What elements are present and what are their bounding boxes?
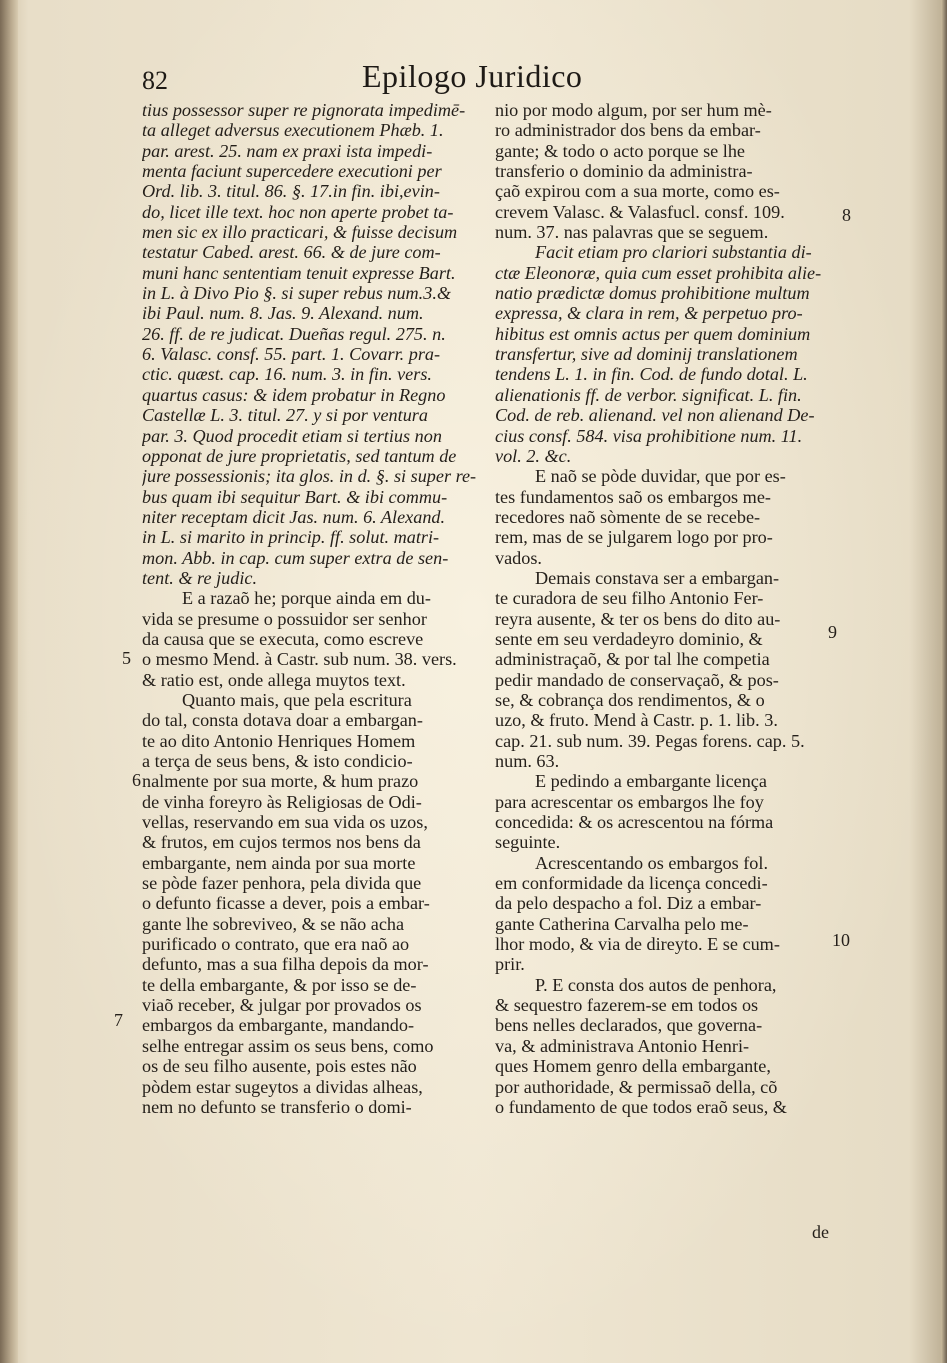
text-line: & frutos, em cujos termos nos bens da — [142, 832, 421, 853]
text-line: Demais constava ser a embargan- — [535, 567, 780, 588]
text-line: men sic ex illo practicari, & fuisse decisum — [142, 222, 458, 243]
binding-gutter — [0, 0, 18, 1363]
text-line: Quanto mais, que pela escritura — [182, 689, 412, 710]
catchword: de — [812, 1222, 829, 1242]
text-line: ta alleget adversus executionem Phæb. 1. — [142, 120, 444, 141]
text-line: gante; & todo o acto porque se lhe — [495, 140, 746, 161]
text-line: embargante, nem ainda por sua morte — [142, 852, 416, 873]
text-line: Acrescentando os embargos fol. — [535, 852, 769, 873]
text-line: tius possessor super re pignorata impedimē- — [142, 100, 466, 120]
text-line: jure possessionis; ita glos. in d. §. si super re- — [142, 466, 477, 487]
text-line: o fundamento de que todos eraõ seus, & — [495, 1096, 787, 1117]
text-line: seguinte. — [495, 832, 561, 853]
text-line: nem no defunto se transferio o domi- — [142, 1096, 412, 1117]
text-line: cius consf. 584. visa prohibitione num. 11. — [495, 425, 803, 446]
text-line: ro administrador dos bens da embar- — [495, 120, 761, 141]
text-line: ques Homem genro della embargante, — [495, 1056, 771, 1077]
text-line: te della embargante, & por isso se de- — [142, 974, 417, 995]
text-line: tendens L. 1. in fin. Cod. de fundo dotal. L. — [495, 364, 808, 385]
text-line: da causa que se executa, como escreve — [142, 628, 424, 649]
text-line: 6. Valasc. consf. 55. part. 1. Covarr. pra- — [142, 344, 441, 365]
text-line: vellas, reservando em sua vida os uzos, — [142, 812, 428, 833]
text-line: embargos da embargante, mandando- — [142, 1015, 415, 1036]
text-line: tes fundamentos saõ os embargos me- — [495, 486, 771, 507]
text-line: alienationis ff. de verbor. significat. L. fin. — [495, 384, 802, 405]
text-line: recedores naõ sòmente de se recebe- — [495, 506, 761, 527]
text-line: bus quam ibi sequitur Bart. & ibi commu- — [142, 486, 448, 507]
text-line: Ord. lib. 3. titul. 86. §. 17.in fin. ibi,evin- — [142, 181, 440, 202]
margin-number-5: 5 — [122, 648, 131, 668]
text-line: para acrescentar os embargos lhe foy — [495, 791, 764, 812]
text-line: E pedindo a embargante licença — [535, 771, 767, 792]
text-line: te ao dito Antonio Henriques Homem — [142, 730, 416, 751]
text-line: lhor modo, & via de direyto. E se cum- — [495, 934, 780, 955]
text-line: par. arest. 25. nam ex praxi ista impedi- — [142, 140, 433, 161]
text-line: os de seu filho ausente, pois estes não — [142, 1056, 417, 1077]
text-line: nio por modo algum, por ser hum mè- — [495, 100, 772, 120]
text-line: pedir mandado de conservaçaõ, & pos- — [495, 669, 779, 690]
text-line: sente em seu verdadeyro dominio, & — [495, 628, 763, 649]
text-line: o mesmo Mend. à Castr. sub num. 38. vers. — [142, 649, 457, 670]
text-line: transfertur, sive ad dominij translationem — [495, 344, 798, 365]
text-line: num. 63. — [495, 751, 560, 771]
text-line: cap. 21. sub num. 39. Pegas forens. cap. 5. — [495, 730, 805, 751]
text-line: o defunto ficasse a dever, pois a embar- — [142, 893, 430, 914]
text-line: & ratio est, onde allega muytos text. — [142, 669, 406, 690]
text-line: se, & cobrança dos rendimentos, & o — [495, 689, 765, 710]
text-line: E naõ se pòde duvidar, que por es- — [535, 466, 786, 487]
margin-number-6: 6 — [132, 770, 141, 790]
text-line: nalmente por sua morte, & hum prazo — [142, 771, 419, 792]
margin-number-7: 7 — [114, 1010, 123, 1030]
text-line: E a razaõ he; porque ainda em du- — [182, 588, 431, 609]
text-line: va, & administrava Antonio Henri- — [495, 1035, 750, 1056]
text-line: purificado o contrato, que era naõ ao — [142, 934, 410, 955]
margin-number-9: 9 — [828, 622, 837, 642]
text-line: in L. à Divo Pio §. si super rebus num.3.& — [142, 283, 452, 304]
text-line: gante lhe sobreviveo, & se não acha — [142, 913, 405, 934]
page-header — [142, 58, 602, 100]
text-line: reyra ausente, & ter os bens do dito au- — [495, 608, 781, 629]
text-line: te curadora de seu filho Antonio Fer- — [495, 588, 764, 609]
right-text-column — [495, 100, 835, 1117]
text-line: mon. Abb. in cap. cum super extra de sen- — [142, 547, 449, 568]
text-line: ctic. quæst. cap. 16. num. 3. in fin. vers. — [142, 364, 432, 385]
text-line: da pelo despacho a fol. Diz a embar- — [495, 893, 762, 914]
text-line: gante Catherina Carvalha pelo me- — [495, 913, 749, 934]
text-line: concedida: & os acrescentou na fórma — [495, 812, 774, 833]
text-line: administraçaõ, & por tal lhe competia — [495, 649, 770, 670]
text-line: viaõ receber, & julgar por provados os — [142, 995, 422, 1016]
margin-number-8: 8 — [842, 205, 851, 225]
text-line: natio prædictæ domus prohibitione multum — [495, 283, 810, 304]
left-text-column — [142, 100, 490, 1117]
text-line: hibitus est omnis actus per quem dominium — [495, 323, 811, 344]
text-line: defunto, mas a sua filha depois da mor- — [142, 954, 429, 975]
page-edge — [941, 0, 947, 1363]
running-title: Epilogo Juridico — [362, 58, 583, 94]
text-line: 26. ff. de re judicat. Dueñas regul. 275. n. — [142, 323, 446, 344]
text-line: em conformidade da licença concedi- — [495, 873, 768, 894]
text-line: vida se presume o possuidor ser senhor — [142, 608, 427, 629]
text-line: ibi Paul. num. 8. Jas. 9. Alexand. num. — [142, 303, 424, 324]
text-line: bens nelles declarados, que governa- — [495, 1015, 763, 1036]
text-line: çaõ expirou com a sua morte, como es- — [495, 181, 780, 202]
text-line: menta faciunt supercedere executioni per — [142, 161, 442, 182]
text-line: do tal, consta dotava doar a embargan- — [142, 710, 423, 731]
text-line: Castellæ L. 3. titul. 27. y si por ventura — [142, 405, 428, 426]
text-line: vados. — [495, 547, 542, 568]
text-line: do, licet ille text. hoc non aperte probet ta- — [142, 201, 454, 222]
margin-number-10: 10 — [832, 930, 850, 950]
text-line: expressa, & clara in rem, & perpetuo pro- — [495, 303, 803, 324]
text-line: opponat de jure proprietatis, sed tantum de — [142, 445, 457, 466]
text-line: selhe entregar assim os seus bens, como — [142, 1035, 434, 1056]
text-line: crevem Valasc. & Valasfucl. consf. 109. — [495, 201, 785, 222]
text-line: se pòde fazer penhora, pela divida que — [142, 873, 422, 894]
text-line: P. E consta dos autos de penhora, — [535, 974, 777, 995]
text-line: testatur Cabed. arest. 66. & de jure com- — [142, 242, 441, 263]
text-line: muni hanc sententiam tenuit expresse Bart. — [142, 262, 456, 283]
text-line: por authoridade, & permissaõ della, cõ — [495, 1076, 778, 1097]
text-line: num. 37. nas palavras que se seguem. — [495, 222, 769, 243]
text-line: Cod. de reb. alienand. vel non alienand De- — [495, 405, 815, 426]
text-line: par. 3. Quod procedit etiam si tertius non — [142, 425, 442, 446]
page-number: 82 — [142, 66, 168, 95]
text-line: quartus casus: & idem probatur in Regno — [142, 384, 446, 405]
text-line: prir. — [495, 954, 525, 975]
text-line: vol. 2. &c. — [495, 445, 572, 466]
text-line: ctæ Eleonoræ, quia cum esset prohibita alie- — [495, 262, 822, 283]
text-line: transferio o dominio da administra- — [495, 161, 753, 182]
text-line: rem, mas de se julgarem logo por pro- — [495, 527, 773, 548]
text-line: & sequestro fazerem-se em todos os — [495, 995, 759, 1016]
text-line: tent. & re judic. — [142, 567, 257, 588]
text-line: in L. si marito in princip. ff. solut. matri- — [142, 527, 440, 548]
text-line: a terça de seus bens, & isto condicio- — [142, 751, 413, 771]
text-line: uzo, & fruto. Mend à Castr. p. 1. lib. 3. — [495, 710, 778, 731]
text-line: Facit etiam pro clariori substantia di- — [535, 242, 812, 263]
text-line: de vinha foreyro às Religiosas de Odi- — [142, 791, 422, 812]
text-line: niter receptam dicit Jas. num. 6. Alexand. — [142, 506, 446, 527]
text-line: pòdem estar sugeytos a dividas alheas, — [142, 1076, 423, 1097]
